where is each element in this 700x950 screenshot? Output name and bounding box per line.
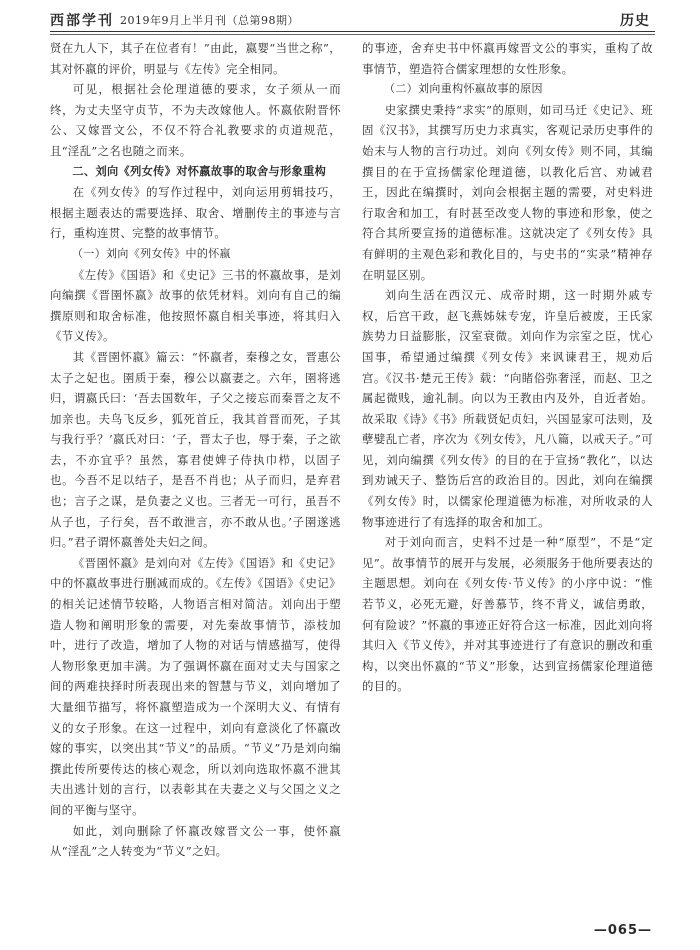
paragraph: 可见，根据社会伦理道德的要求，女子须从一而终，为丈夫坚守贞节，不为夫改嫁他人。怀嬴依附晋怀公、又嫁晋文公，不仅不符合礼教要求的贞道规范，且“淫乱”之名也随之而来。	[50, 82, 341, 158]
paragraph: 《晋圉怀嬴》是刘向对《左传》《国语》和《史记》中的怀嬴故事进行删减而成的。《左传》《国语》《史记》的相关记述情节较略，人物语言相对简洁。刘向出于塑造人物和阐明形象的需要，对先秦故事情节，添枝加叶，进行了改造，增加了人物的对话与情感描写，使得人物形象更加丰满。为了强调怀嬴在面对丈夫与国家之间的两难抉择时所表现出来的智慧与节义，刘向增加了大量细节描写，将怀嬴塑造成为一个深明大义、有情有义的女子形象。在这一过程中，刘向有意淡化了怀嬴改嫁的事实，以突出其“节义”的品质。“节义”乃是刘向编撰此传所要传达的核心观念，所以刘向选取怀嬴不泄其夫出逃计划的言行，以表彰其在夫妻之义与父国之义之间的平衡与坚守。	[50, 555, 341, 817]
paragraph: 其《晋圉怀嬴》篇云：“怀嬴者，秦穆之女，晋惠公太子之妃也。圉质于秦，穆公以嬴妻之。六年，圉将逃归，谓嬴氏曰：‘吾去国数年，子父之接忘而秦晋之友不加亲也。夫鸟飞反乡，狐死首丘，我其首晋而死，子其与我行乎？’嬴氏对曰：‘子，晋太子也，辱于秦，子之欲去，不亦宜乎？虽然，寡君使婢子侍执巾栉，以固子也。今吾不足以结子，是吾不肖也；从子而归，是弃君也；言子之谋，是负妻之义也。三者无一可行，虽吾不从子也，子行矣，吾不敢泄言，亦不敢从也。’子圉遂逃归。”君子谓怀嬴善处夫妇之间。	[50, 349, 341, 550]
paragraph: 贤在九人下，其子在位者有！”由此，嬴婴“当世之称”，其对怀嬴的评价，明显与《左传》完全相同。	[50, 41, 341, 76]
section-title: 历史	[620, 13, 650, 29]
paragraph: 刘向生活在西汉元、成帝时期，这一时期外戚专权，后宫干政，赵飞燕姊妹专宠，许皇后被废，王氏家族势力日益膨胀，汉室衰微。刘向作为宗室之臣，忧心国事，希望通过编撰《列女传》来讽谏君王，规劝后宫。《汉书·楚元王传》载：“向睹俗弥奢淫，而赵、卫之属起微贱，逾礼制。向以为王教由内及外，自近者始。故采取《诗》《书》所载贤妃贞妇，兴国显家可法则，及孽嬖乱亡者，序次为《列女传》，凡八篇，以戒天子。”可见，刘向编撰《列女传》的目的在于宣扬“教化”，以达到劝诫天子、整饬后宫的政治目的。因此，刘向在编撰《列女传》时，以儒家伦理道德为标准，对所收录的人物事迹进行了有选择的取舍和加工。	[362, 288, 653, 529]
section-heading: （一）刘向《列女传》中的怀嬴	[72, 246, 231, 260]
paragraph: 《左传》《国语》和《史记》三书的怀嬴故事，是刘向编撰《晋圉怀嬴》故事的依凭材料。刘向有自己的编撰原则和取舍标准，他按照怀嬴自相关事迹，将其归入《节义传》。	[50, 267, 341, 344]
issue-info: 2019年9月上半月刊（总第98期）	[120, 14, 299, 27]
section-heading: 二、刘向《列女传》对怀嬴故事的取舍与形象重构	[72, 164, 327, 178]
header-rule	[50, 31, 655, 32]
section-heading: （二）刘向重构怀嬴故事的原因	[384, 82, 543, 96]
left-column	[50, 38, 341, 862]
page-number: —065—	[593, 923, 652, 938]
paragraph: 对于刘向而言，史料不过是一种“原型”，不是“定见”。故事情节的展开与发展，必须服务于他所要表达的主题思想。刘向在《列女传·节义传》的小序中说：“惟若节义，必死无避，好善慕节，终不背义，诚信勇敢，何有险诐？”怀嬴的事迹正好符合这一标准，因此刘向将其归入《节义传》，并对其事迹进行了有意识的删改和重构，以突出怀嬴的“节义”形象，达到宣扬儒家伦理道德的目的。	[362, 535, 653, 694]
paragraph: 如此，刘向删除了怀嬴改嫁晋文公一事，使怀嬴从“淫乱”之人转变为“节义”之妇。	[50, 823, 341, 859]
right-column	[362, 38, 653, 697]
journal-logo: 西部学刊	[50, 13, 114, 29]
paragraph: 在《列女传》的写作过程中，刘向运用剪辑技巧，根据主题表达的需要选择、取舍、增删传主的事迹与言行，重构连贯、完整的故事情节。	[50, 185, 341, 241]
paragraph: 史家撰史秉持“求实”的原则，如司马迁《史记》、班固《汉书》，其撰写历史力求真实，客观记录历史事件的始末与人物的言行功过。刘向《列女传》则不同，其编撰目的在于宣扬儒家伦理道德，以教化后宫、劝诫君王，因此在编撰时，刘向会根据主题的需要，对史料进行取舍和加工，有时甚至改变人物的事迹和形象，使之符合其所要宣扬的道德标准。这就决定了《列女传》具有鲜明的主观色彩和教化目的，与史书的“实录”精神存在明显区别。	[362, 102, 653, 282]
page-header	[50, 8, 650, 30]
header-rule-thin	[50, 34, 655, 35]
paragraph: 的事迹，舍弃史书中怀嬴再嫁晋文公的事实，重构了故事情节，塑造符合儒家理想的女性形象。	[362, 41, 653, 76]
